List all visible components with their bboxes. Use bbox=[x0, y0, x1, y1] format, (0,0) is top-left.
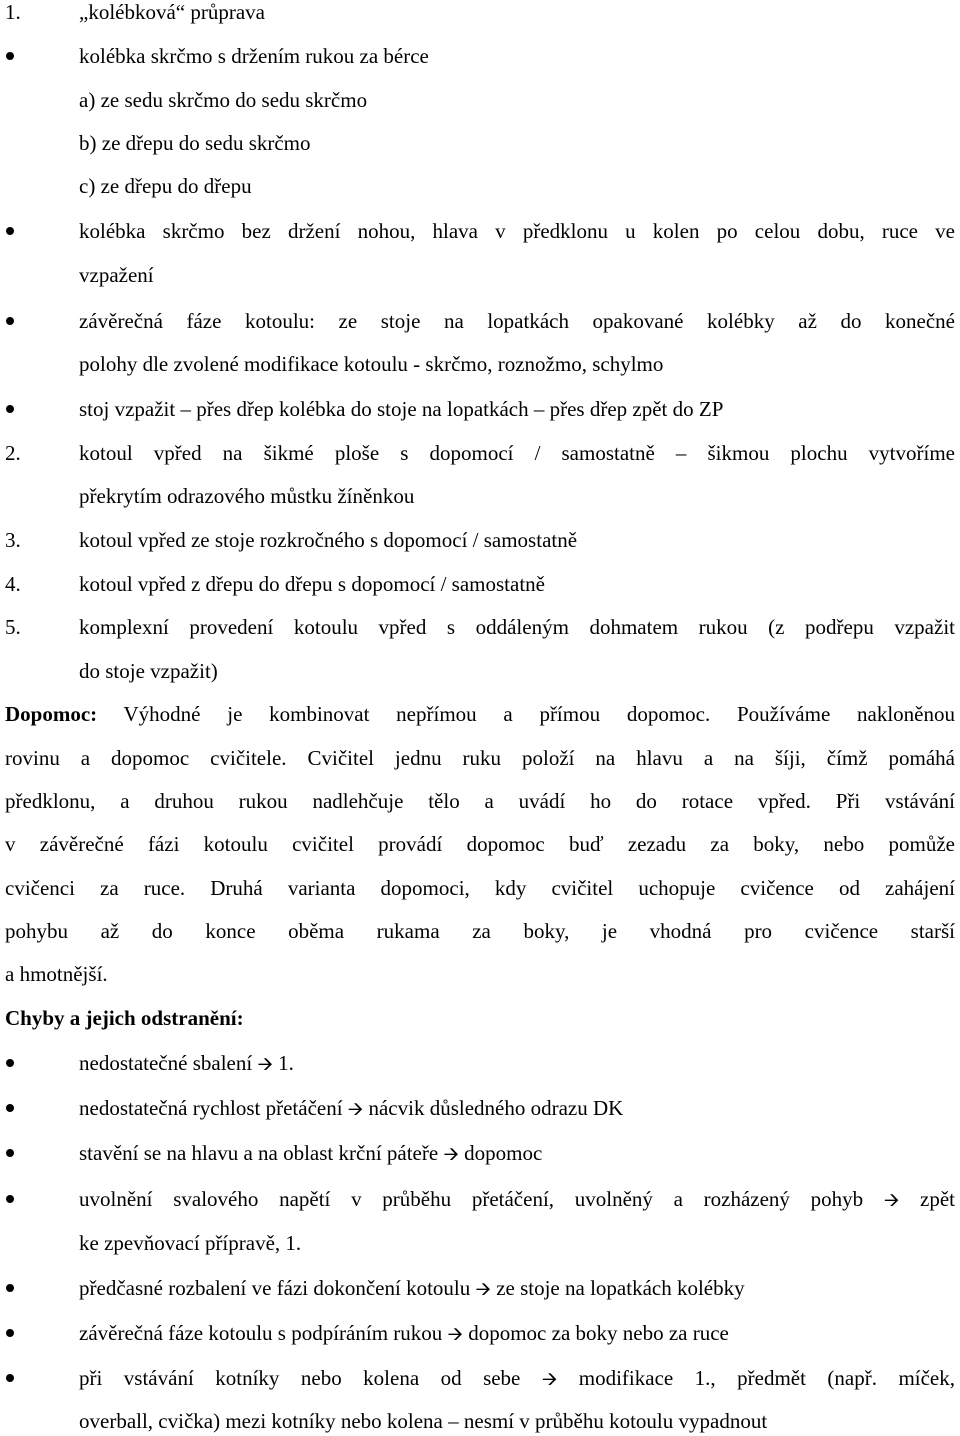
item-number: 2. bbox=[5, 441, 21, 465]
dopomoc-heading: Dopomoc: bbox=[5, 702, 98, 726]
item-text bbox=[79, 1363, 955, 1394]
item-text: c) ze dřepu do dřepu bbox=[79, 174, 252, 198]
bullet-item bbox=[0, 1138, 960, 1168]
paragraph-text-rest: Výhodné je kombinovat nepřímou a přímou dopomoc. Používáme nakloněnou bbox=[97, 702, 955, 726]
item-text: kolébka skrčmo s držením rukou za bérce bbox=[79, 44, 429, 68]
sub-item bbox=[0, 171, 960, 201]
paragraph-text: pohybu až do konce oběma rukama za boky, je vhodná pro cvičence starší bbox=[5, 919, 955, 943]
remedy-text: ze stoje na lopatkách kolébky bbox=[490, 1276, 745, 1300]
error-text: předčasné rozbalení ve fázi dokončení kotoulu bbox=[79, 1276, 476, 1300]
arrow-right-icon: 🡪 bbox=[443, 1143, 459, 1165]
paragraph-line bbox=[0, 743, 960, 773]
item-text: závěrečná fáze kotoulu: ze stoje na lopatkách opakované kolébky až do konečné bbox=[79, 309, 955, 333]
item-text bbox=[79, 1138, 542, 1169]
bullet-icon bbox=[6, 1374, 14, 1382]
paragraph-line bbox=[0, 829, 960, 859]
item-number: 1. bbox=[5, 0, 21, 24]
error-text: nedostatečné sbalení bbox=[79, 1051, 258, 1075]
list-item bbox=[0, 525, 960, 555]
remedy-text: dopomoc bbox=[458, 1141, 543, 1165]
error-text: nedostatečná rychlost přetáčení bbox=[79, 1096, 348, 1120]
item-text: „kolébková“ průprava bbox=[79, 0, 265, 24]
item-text: ke zpevňovací přípravě, 1. bbox=[79, 1231, 302, 1255]
item-text: polohy dle zvolené modifikace kotoulu - skrčmo, roznožmo, schylmo bbox=[79, 352, 664, 376]
bullet-item bbox=[0, 306, 960, 336]
item-number: 5. bbox=[5, 615, 21, 639]
item-text bbox=[79, 1093, 623, 1124]
bullet-icon bbox=[6, 317, 14, 325]
remedy-text: modifikace 1., předmět (např. míček, bbox=[557, 1366, 956, 1390]
item-text: kotoul vpřed na šikmé ploše s dopomocí / samostatně – šikmou plochu vytvoříme bbox=[79, 441, 955, 465]
remedy-text: zpět bbox=[899, 1187, 955, 1211]
paragraph-line bbox=[0, 699, 960, 729]
bullet-item bbox=[0, 1093, 960, 1123]
section-heading bbox=[0, 1003, 960, 1033]
list-item bbox=[0, 569, 960, 599]
bullet-icon bbox=[6, 1329, 14, 1337]
bullet-icon bbox=[6, 1104, 14, 1112]
paragraph-line bbox=[0, 873, 960, 903]
item-text: kolébka skrčmo bez držení nohou, hlava v předklonu u kolen po celou dobu, ruce ve bbox=[79, 219, 955, 243]
bullet-item bbox=[0, 394, 960, 424]
arrow-right-icon: 🡪 bbox=[883, 1189, 900, 1211]
continuation-line bbox=[0, 349, 960, 379]
arrow-right-icon: 🡪 bbox=[447, 1323, 463, 1345]
item-text: vzpažení bbox=[79, 263, 154, 287]
item-text: a) ze sedu skrčmo do sedu skrčmo bbox=[79, 88, 368, 112]
bullet-item bbox=[0, 1318, 960, 1348]
continuation-line bbox=[0, 260, 960, 290]
paragraph-line bbox=[0, 959, 960, 989]
item-text: komplexní provedení kotoulu vpřed s oddáleným dohmatem rukou (z podřepu vzpažit bbox=[79, 615, 955, 639]
item-text: kotoul vpřed z dřepu do dřepu s dopomocí / samostatně bbox=[79, 572, 545, 596]
bullet-item bbox=[0, 216, 960, 246]
paragraph-line bbox=[0, 916, 960, 946]
error-text: při vstávání kotníky nebo kolena od sebe bbox=[79, 1366, 542, 1390]
bullet-item bbox=[0, 1184, 960, 1214]
item-text bbox=[79, 1318, 729, 1349]
arrow-right-icon: 🡪 bbox=[541, 1368, 558, 1390]
arrow-right-icon: 🡪 bbox=[347, 1098, 364, 1120]
error-text: stavění se na hlavu a na oblast krční páteře bbox=[79, 1141, 444, 1165]
bullet-icon bbox=[6, 227, 14, 235]
bullet-icon bbox=[6, 1195, 14, 1203]
item-text: stoj vzpažit – přes dřep kolébka do stoje na lopatkách – přes dřep zpět do ZP bbox=[79, 397, 724, 421]
paragraph-text: předklonu, a druhou rukou nadlehčuje tělo a uvádí ho do rotace vpřed. Při vstávání bbox=[5, 789, 955, 813]
item-text bbox=[79, 1048, 294, 1079]
bullet-icon bbox=[6, 1149, 14, 1157]
continuation-line bbox=[0, 481, 960, 511]
item-text: překrytím odrazového můstku žíněnkou bbox=[79, 484, 415, 508]
errors-heading: Chyby a jejich odstranění: bbox=[5, 1006, 244, 1030]
item-text bbox=[79, 1273, 745, 1304]
paragraph-text bbox=[5, 699, 955, 729]
remedy-text: 1. bbox=[272, 1051, 294, 1075]
item-text: kotoul vpřed ze stoje rozkročného s dopomocí / samostatně bbox=[79, 528, 578, 552]
item-text: b) ze dřepu do sedu skrčmo bbox=[79, 131, 311, 155]
continuation-line bbox=[0, 656, 960, 686]
remedy-text: dopomoc za boky nebo za ruce bbox=[462, 1321, 729, 1345]
arrow-right-icon: 🡪 bbox=[257, 1053, 273, 1075]
list-item bbox=[0, 0, 960, 27]
continuation-line bbox=[0, 1406, 960, 1436]
error-text: závěrečná fáze kotoulu s podpíráním rukou bbox=[79, 1321, 448, 1345]
item-text bbox=[79, 1184, 955, 1215]
bullet-icon bbox=[6, 1059, 14, 1067]
bullet-item bbox=[0, 41, 960, 71]
paragraph-text: cvičenci za ruce. Druhá varianta dopomoci, kdy cvičitel uchopuje cvičence od zahájení bbox=[5, 876, 955, 900]
list-item bbox=[0, 612, 960, 642]
sub-item bbox=[0, 128, 960, 158]
bullet-icon bbox=[6, 405, 14, 413]
bullet-item bbox=[0, 1363, 960, 1393]
item-number: 3. bbox=[5, 528, 21, 552]
paragraph-text: rovinu a dopomoc cvičitele. Cvičitel jednu ruku položí na hlavu a na šíji, čímž pomáhá bbox=[5, 746, 955, 770]
arrow-right-icon: 🡪 bbox=[475, 1278, 491, 1300]
paragraph-text: v závěrečné fázi kotoulu cvičitel provádí dopomoc buď zezadu za boky, nebo pomůže bbox=[5, 832, 955, 856]
bullet-icon bbox=[6, 52, 14, 60]
list-item bbox=[0, 438, 960, 468]
sub-item bbox=[0, 85, 960, 115]
item-text: overball, cvička) mezi kotníky nebo kolena – nesmí v průběhu kotoulu vypadnout bbox=[79, 1409, 768, 1433]
paragraph-line bbox=[0, 786, 960, 816]
continuation-line bbox=[0, 1228, 960, 1258]
item-number: 4. bbox=[5, 572, 21, 596]
bullet-item bbox=[0, 1273, 960, 1303]
remedy-text: nácvik důsledného odrazu DK bbox=[363, 1096, 624, 1120]
bullet-icon bbox=[6, 1284, 14, 1292]
error-text: uvolnění svalového napětí v průběhu přetáčení, uvolněný a rozházený pohyb bbox=[79, 1187, 884, 1211]
bullet-item bbox=[0, 1048, 960, 1078]
paragraph-text: a hmotnější. bbox=[5, 962, 108, 986]
item-text: do stoje vzpažit) bbox=[79, 659, 218, 683]
